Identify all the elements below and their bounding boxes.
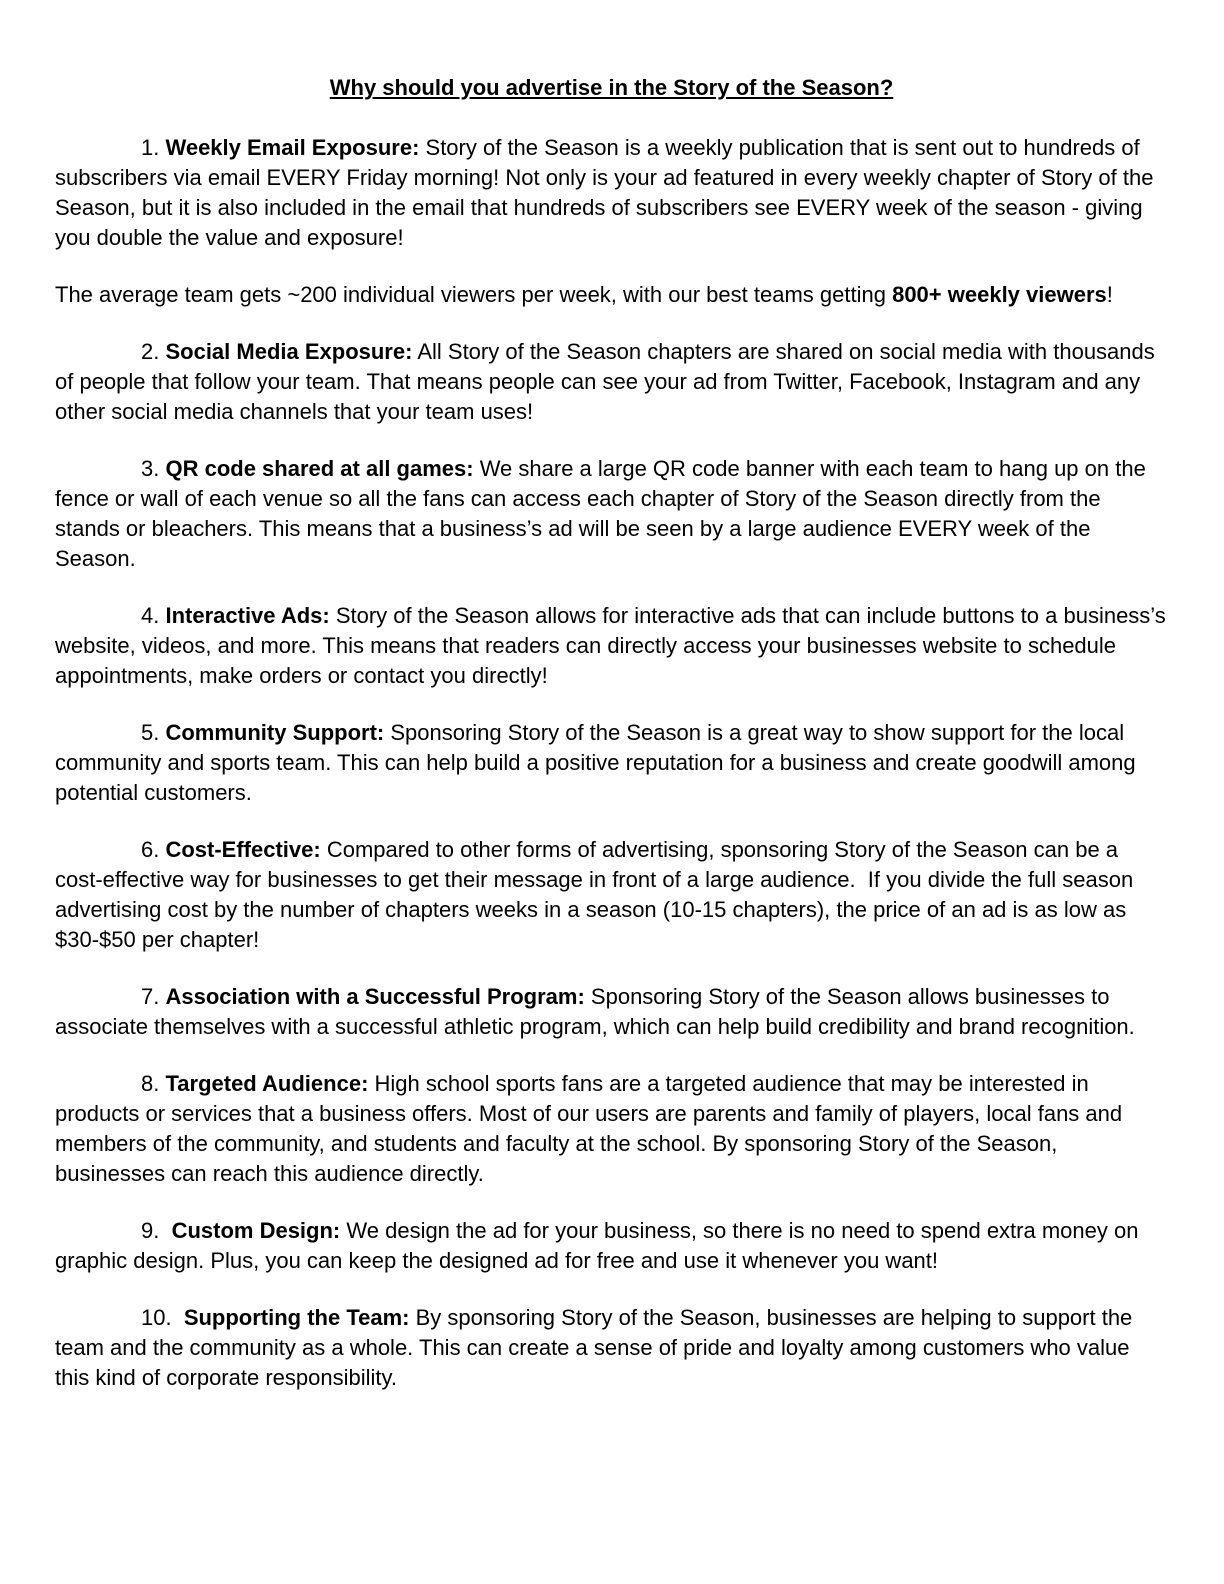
- text-segment: 800+ weekly viewers: [892, 282, 1107, 307]
- text-segment: Community Support:: [165, 720, 385, 745]
- text-segment: Compared to other forms of advertising, sponsoring Story of the Season can be a cost-effective way for businesses to get their message in front of a large audience. If you divide the full season advertising cost by the number of chapters weeks in a season (10-15 chapters), the price of an ad is as low as $30-$50 per chapter!: [55, 837, 1140, 952]
- text-segment: 9.: [141, 1218, 172, 1243]
- text-segment: Cost-Effective:: [165, 837, 321, 862]
- text-segment: Story of the Season allows for interactive ads that can include buttons to a business’s website, videos, and more. This means that readers can directly access your businesses website to schedule appointments, make orders or contact you directly!: [55, 603, 1172, 688]
- text-segment: Story of the Season is a weekly publication that is sent out to hundreds of subscribers via email EVERY Friday morning! Not only is your ad featured in every weekly chapter of Story of the Season, but it is also included in the email that hundreds of subscribers see EVERY week of the season - giving you double the value and exposure!: [55, 135, 1160, 250]
- text-segment: All Story of the Season chapters are shared on social media with thousands of people that follow your team. That means people can see your ad from Twitter, Facebook, Instagram and any other social media channels that your team uses!: [55, 339, 1161, 424]
- text-segment: By sponsoring Story of the Season, businesses are helping to support the team and the community as a whole. This can create a sense of pride and loyalty among customers who value this kind of corporate responsibility.: [55, 1305, 1139, 1390]
- text-segment: Supporting the Team:: [183, 1305, 410, 1330]
- text-segment: Sponsoring Story of the Season allows businesses to associate themselves with a successful athletic program, which can help build credibility and brand recognition.: [55, 984, 1135, 1039]
- paragraph: [55, 337, 1168, 427]
- document-title: Why should you advertise in the Story of the Season?: [329, 75, 894, 100]
- text-segment: Interactive Ads:: [165, 603, 330, 628]
- text-segment: Sponsoring Story of the Season is a great way to show support for the local community and sports team. This can help build a positive reputation for a business and create goodwill among potential customers.: [55, 720, 1142, 805]
- paragraph: [55, 1216, 1168, 1276]
- text-segment: 3.: [141, 456, 166, 481]
- text-segment: QR code shared at all games:: [165, 456, 474, 481]
- text-segment: Custom Design:: [171, 1218, 341, 1243]
- text-segment: 4.: [141, 603, 166, 628]
- text-segment: We design the ad for your business, so there is no need to spend extra money on graphic design. Plus, you can keep the designed ad for free and use it whenever you want!: [55, 1218, 1145, 1273]
- text-segment: The average team gets ~200 individual viewers per week, with our best teams getting: [55, 282, 893, 307]
- text-segment: We share a large QR code banner with each team to hang up on the fence or wall of each venue so all the fans can access each chapter of Story of the Season directly from the stands or bleachers. This means that a business’s ad will be seen by a large audience EVERY week of the Season.: [55, 456, 1152, 571]
- paragraph: [55, 454, 1168, 574]
- text-segment: 1.: [141, 135, 166, 160]
- paragraph: [55, 1303, 1168, 1393]
- text-segment: 6.: [141, 837, 166, 862]
- paragraph: [55, 982, 1168, 1042]
- paragraph: [55, 601, 1172, 691]
- document-body: [55, 133, 1172, 1393]
- text-segment: !: [1106, 282, 1113, 307]
- text-segment: 5.: [141, 720, 166, 745]
- paragraph: [55, 718, 1168, 808]
- paragraph: [55, 280, 1168, 310]
- text-segment: 2.: [141, 339, 166, 364]
- paragraph: [55, 835, 1168, 955]
- paragraph: [55, 1069, 1168, 1189]
- text-segment: Social Media Exposure:: [165, 339, 413, 364]
- text-segment: Association with a Successful Program:: [165, 984, 585, 1009]
- text-segment: Targeted Audience:: [165, 1071, 369, 1096]
- text-segment: 10.: [141, 1305, 184, 1330]
- text-segment: 8.: [141, 1071, 166, 1096]
- text-segment: High school sports fans are a targeted audience that may be interested in products or services that a business offers. Most of our users are parents and family of players, local fans and members of the community, and students and faculty at the school. By sponsoring Story of the Season, businesses can reach this audience directly.: [55, 1071, 1129, 1186]
- paragraph: [55, 133, 1168, 253]
- text-segment: Weekly Email Exposure:: [165, 135, 420, 160]
- text-segment: 7.: [141, 984, 166, 1009]
